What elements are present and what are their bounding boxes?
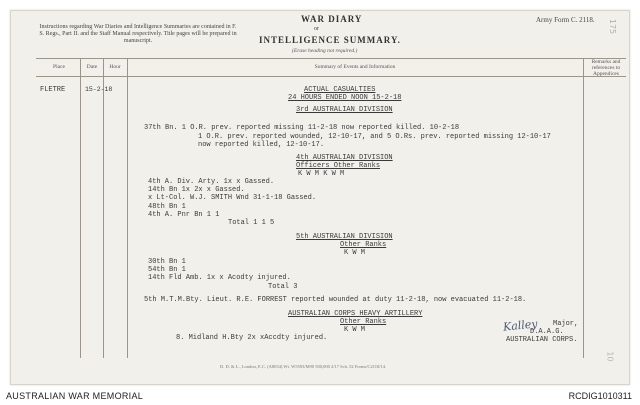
div4-column-headers: Officers Other Ranks	[296, 162, 381, 170]
line-37th-bn-2: 1 O.R. prev. reported wounded, 12-10-17, and 5 O.Rs. prev. reported missing 12-10-17	[198, 133, 551, 141]
div5-row-fld-amb: 14th Fld Amb. 1x x Acodty injured.	[148, 274, 291, 282]
line-37th-bn-3: now reported killed, 12-10-17.	[198, 141, 325, 149]
col-header-date: Date	[86, 64, 98, 70]
heading-3rd-division: 3rd AUSTRALIAN DIVISION	[296, 106, 393, 114]
printer-imprint: D. D. & L., London, E.C. (A8034) Wt. W5593/M90 500,000 2/17 Sch. 52 Forms/C2118/14.	[220, 364, 387, 369]
title-or: or	[314, 26, 319, 32]
page-stamp: 175	[608, 18, 618, 35]
div5-column-headers: Other Ranks	[340, 241, 387, 249]
signature-rank: Major,	[553, 320, 579, 328]
div4-total: Total 1 1 5	[228, 219, 275, 227]
col-header-summary: Summary of Events and Information	[314, 64, 396, 70]
instructions-text: Instructions regarding War Diaries and Intelligence Summaries are contained in F. S. Regs., Part II. and the Staff Manual respectively. Title pages will be prepared in manuscript.	[39, 24, 237, 44]
div5-row-54th-bn: 54th Bn 1	[148, 266, 186, 274]
line-37th-bn: 37th Bn. 1 O.R. prev. reported missing 11-2-18 now reported killed. 10-2-18	[144, 124, 460, 132]
div4-kwm: K W M K W M	[298, 170, 345, 178]
heading-24-hours: 24 HOURS ENDED NOON 15-2-18	[288, 94, 402, 102]
div4-row-48th-bn: 48th Bn 1	[148, 203, 186, 211]
col-header-place: Place	[53, 64, 65, 70]
heading-4th-division: 4th AUSTRALIAN DIVISION	[296, 154, 393, 162]
div5-total: Total 3	[268, 283, 298, 291]
col-divider-summary	[583, 58, 584, 358]
col-divider-date	[103, 58, 104, 358]
heading-actual-casualties: ACTUAL CASUALTIES	[304, 86, 376, 94]
div5-row-30th-bn: 30th Bn 1	[148, 258, 186, 266]
erase-note: (Erase heading not required.)	[292, 48, 358, 54]
entry-place: FLETRE	[40, 86, 66, 94]
line-mtm-bty: 5th M.T.M.Bty. Lieut. R.E. FORREST reported wounded at duty 11-2-18, now evacuated 11-2-18.	[144, 296, 527, 304]
heavy-column-headers: Other Ranks	[340, 318, 387, 326]
footer-institution: AUSTRALIAN WAR MEMORIAL	[6, 391, 144, 401]
col-header-hour: Hour	[109, 64, 121, 70]
pencil-mark: 10	[605, 351, 615, 362]
footer-record-id: RCDIG1010311	[568, 391, 632, 401]
col-divider-hour	[127, 58, 128, 358]
intelligence-summary-title: INTELLIGENCE SUMMARY.	[259, 35, 401, 45]
div4-row-14th-bn: 14th Bn 1x 2x x Gassed.	[148, 186, 245, 194]
table-header-rule	[36, 76, 626, 77]
handwritten-signature: Kalley	[502, 317, 539, 334]
war-diary-title: WAR DIARY	[301, 14, 363, 24]
heading-heavy-artillery: AUSTRALIAN CORPS HEAVY ARTILLERY	[288, 310, 423, 318]
army-form-number: Army Form C. 2118.	[536, 16, 595, 24]
heading-5th-division: 5th AUSTRALIAN DIVISION	[296, 233, 393, 241]
div4-row-smith: x Lt-Col. W.J. SMITH Wnd 31-1-18 Gassed.	[148, 194, 317, 202]
heavy-row-midland: 8. Midland H.Bty 2x xAccdty injured.	[176, 334, 328, 342]
entry-date: 15-2-18	[85, 86, 113, 93]
heavy-kwm: K W M	[344, 326, 366, 334]
div4-row-pnr-bn: 4th A. Pnr Bn 1 1	[148, 211, 220, 219]
signature-daag: D.A.A.G.	[530, 328, 564, 336]
col-divider-place	[80, 58, 81, 358]
div4-row-arty: 4th A. Div. Arty. 1x x Gassed.	[148, 178, 275, 186]
div5-kwm: K W M	[344, 249, 366, 257]
signature-corps: AUSTRALIAN CORPS.	[506, 336, 578, 344]
col-header-remarks: Remarks and references to Appendices	[591, 59, 621, 77]
table-top-rule	[36, 58, 626, 59]
